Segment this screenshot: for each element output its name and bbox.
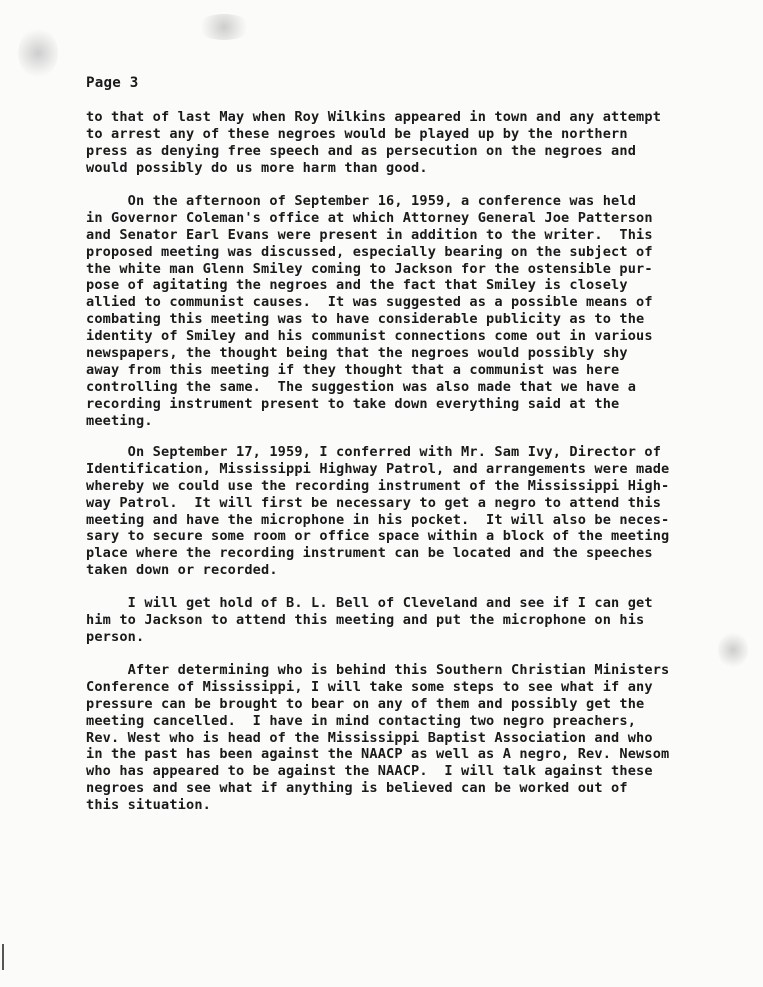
page-number: Page 3: [86, 75, 139, 91]
text-line: Identification, Mississippi Highway Patrol, and arrangements were made: [86, 460, 670, 477]
paragraph-1: [86, 109, 726, 177]
text-line: meeting and have the microphone in his pocket. It will also be neces-: [86, 511, 670, 528]
text-line: Conference of Mississippi, I will take some steps to see what if any: [86, 678, 653, 695]
text-line: meeting cancelled. I have in mind contacting two negro preachers,: [86, 712, 637, 729]
text-line: way Patrol. It will first be necessary to get a negro to attend this: [86, 494, 662, 511]
paragraph-3: [86, 444, 726, 579]
text-line: proposed meeting was discussed, especially bearing on the subject of: [86, 243, 653, 260]
text-line: meeting.: [86, 412, 153, 429]
text-line: in Governor Coleman's office at which Attorney General Joe Patterson: [86, 209, 653, 226]
text-line: to arrest any of these negroes would be played up by the northern: [86, 125, 628, 142]
text-line: allied to communist causes. It was suggested as a possible means of: [86, 294, 653, 311]
text-line: him to Jackson to attend this meeting and put the microphone on his: [86, 611, 645, 628]
text-line: who has appeared to be against the NAACP. I will talk against these: [86, 763, 653, 780]
paragraph-5: [86, 662, 726, 814]
text-line: in the past has been against the NAACP as well as A negro, Rev. Newsom: [86, 746, 670, 763]
text-line: away from this meeting if they thought that a communist was here: [86, 361, 620, 378]
text-line: person.: [86, 628, 145, 645]
text-line: this situation.: [86, 797, 212, 814]
text-line: combating this meeting was to have considerable publicity as to the: [86, 311, 645, 328]
text-line: the white man Glenn Smiley coming to Jackson for the ostensible pur-: [86, 260, 653, 277]
text-line: pressure can be brought to bear on any of them and possibly get the: [86, 695, 645, 712]
text-line: would possibly do us more harm than good.: [86, 159, 428, 176]
paragraph-2: [86, 193, 726, 429]
text-line: and Senator Earl Evans were present in addition to the writer. This: [86, 226, 653, 243]
text-line: to that of last May when Roy Wilkins appeared in town and any attempt: [86, 109, 662, 125]
text-line: recording instrument present to take down everything said at the: [86, 395, 620, 412]
text-line: taken down or recorded.: [86, 562, 278, 579]
text-line: whereby we could use the recording instrument of the Mississippi High-: [86, 477, 670, 494]
scan-smudge-top: [196, 14, 252, 40]
scan-smudge-top-left: [18, 28, 58, 78]
text-line: place where the recording instrument can be located and the speeches: [86, 545, 653, 562]
text-line: press as denying free speech and as persecution on the negroes and: [86, 142, 637, 159]
text-line: sary to secure some room or office space within a block of the meeting: [86, 528, 670, 545]
text-line: I will get hold of B. L. Bell of Cleveland and see if I can get: [86, 595, 653, 611]
text-line: identity of Smiley and his communist connections come out in various: [86, 328, 653, 345]
text-line: Rev. West who is head of the Mississippi Baptist Association and who: [86, 729, 653, 746]
text-line: negroes and see what if anything is believed can be worked out of: [86, 780, 628, 797]
text-line: On September 17, 1959, I conferred with Mr. Sam Ivy, Director of: [86, 444, 662, 460]
text-line: On the afternoon of September 16, 1959, a conference was held: [86, 193, 637, 209]
text-line: pose of agitating the negroes and the fact that Smiley is closely: [86, 277, 628, 294]
text-line: After determining who is behind this Southern Christian Ministers: [86, 662, 670, 678]
text-line: newspapers, the thought being that the negroes would possibly shy: [86, 345, 628, 362]
paragraph-4: [86, 595, 726, 646]
scan-edge-mark: [2, 944, 4, 970]
text-line: controlling the same. The suggestion was also made that we have a: [86, 378, 637, 395]
